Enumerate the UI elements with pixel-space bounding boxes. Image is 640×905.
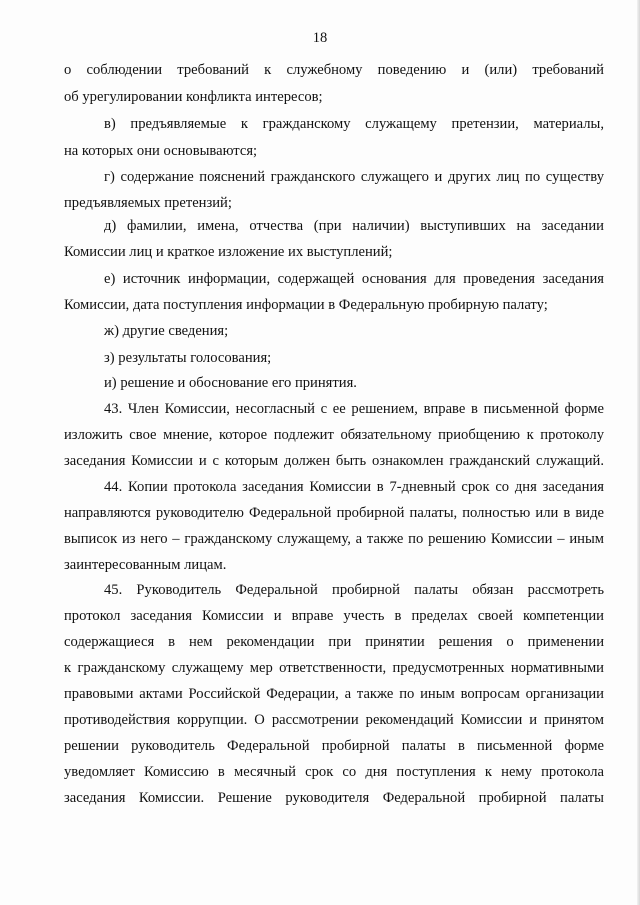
text-line: 45. Руководитель Федеральной пробирной палаты обязан рассмотреть	[104, 582, 604, 598]
text-line: заинтересованным лицам.	[64, 557, 227, 573]
text-line: Комиссии лиц и краткое изложение их выступлений;	[64, 244, 393, 260]
text-line: е) источник информации, содержащей основания для проведения заседания	[104, 271, 604, 287]
text-line: предъявляемых претензий;	[64, 195, 232, 211]
text-line: об урегулировании конфликта интересов;	[64, 89, 323, 105]
text-line: о соблюдении требований к служебному поведению и (или) требований	[64, 62, 604, 78]
text-line: заседания Комиссии и с которым должен быть ознакомлен гражданский служащий.	[64, 453, 604, 469]
text-line: Комиссии, дата поступления информации в Федеральную пробирную палату;	[64, 297, 548, 313]
page-number: 18	[312, 30, 328, 46]
text-line: содержащиеся в нем рекомендации при принятии решения о применении	[64, 634, 604, 650]
text-line: изложить свое мнение, которое подлежит обязательному приобщению к протоколу	[64, 427, 604, 443]
text-line: противодействия коррупции. О рассмотрении рекомендаций Комиссии и принятом	[64, 712, 604, 728]
text-line: выписок из него – гражданскому служащему, а также по решению Комиссии – иным	[64, 531, 604, 547]
text-line: д) фамилии, имена, отчества (при наличии) выступивших на заседании	[104, 218, 604, 234]
text-line: заседания Комиссии. Решение руководителя Федеральной пробирной палаты	[64, 790, 604, 806]
text-line: правовыми актами Российской Федерации, а также по иным вопросам организации	[64, 686, 604, 702]
text-line: уведомляет Комиссию в месячный срок со дня поступления к нему протокола	[64, 764, 604, 780]
text-line: направляются руководителю Федеральной пробирной палаты, полностью или в виде	[64, 505, 604, 521]
text-line: г) содержание пояснений гражданского служащего и других лиц по существу	[104, 169, 604, 185]
text-line: протокол заседания Комиссии и вправе учесть в пределах своей компетенции	[64, 608, 604, 624]
text-line: з) результаты голосования;	[104, 350, 272, 366]
text-line: на которых они основываются;	[64, 143, 258, 159]
text-line: в) предъявляемые к гражданскому служащему претензии, материалы,	[104, 116, 604, 132]
text-line: ж) другие сведения;	[104, 323, 229, 339]
text-line: к гражданскому служащему мер ответственности, предусмотренных нормативными	[64, 660, 604, 676]
text-line: решении руководитель Федеральной пробирной палаты в письменной форме	[64, 738, 604, 754]
text-line: 43. Член Комиссии, несогласный с ее решением, вправе в письменной форме	[104, 401, 604, 417]
text-line: и) решение и обоснование его принятия.	[104, 375, 357, 391]
text-line: 44. Копии протокола заседания Комиссии в 7-дневный срок со дня заседания	[104, 479, 604, 495]
